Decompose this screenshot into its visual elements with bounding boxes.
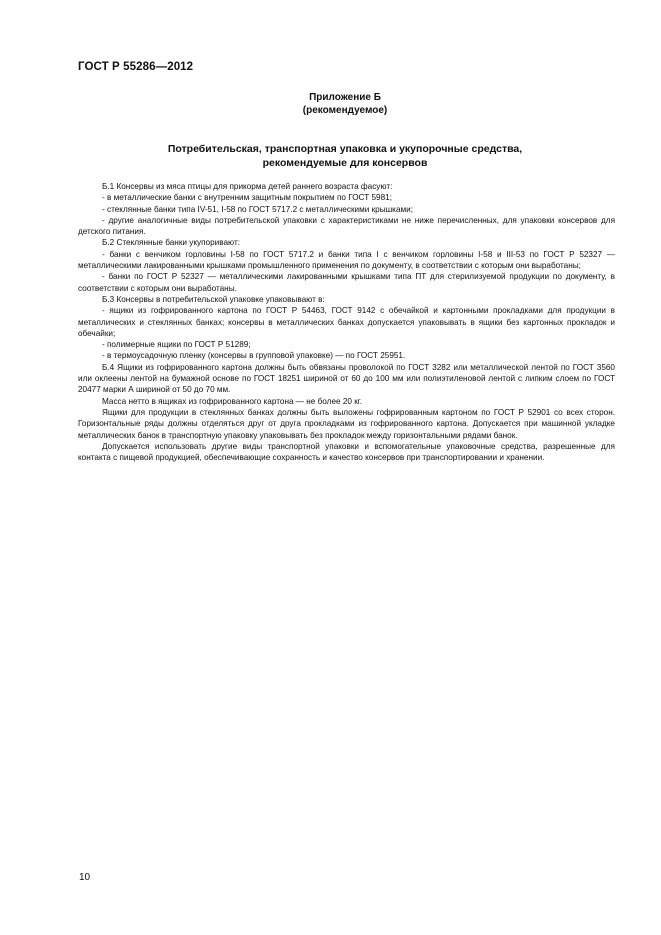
paragraph: Ящики для продукции в стеклянных банках должны быть выложены гофрированным картоном по ГОСТ Р 52901 со всех сторон. Горизонтальные ряды должны отделяться друг от друга прокладками из гофрированного картона. Допускается при машинной укладке металлических банок в транспортную упаковку упаковывать без прокладок между горизонтальными рядами банок. [78, 407, 615, 440]
appendix-label: Приложение Б [309, 92, 381, 103]
page-number: 10 [79, 872, 91, 883]
list-item: - ящики из гофрированного картона по ГОСТ Р 54463, ГОСТ 9142 с обечайкой и картонными прокладками для продукции в металлических и стеклянных банках; консервы в металлических банках допускается упаковывать в ящики без картонных прокладок и обечайки; [78, 306, 615, 338]
list-item: - стеклянные банки типа IV-51, I-58 по ГОСТ 5717.2 с металлическими крышками; [102, 204, 413, 214]
appendix-status: (рекомендуемое) [302, 105, 388, 116]
section-title-line-2: рекомендуемые для консервов [262, 156, 428, 169]
list-item: - полимерные ящики по ГОСТ Р 51289; [102, 340, 251, 350]
paragraph-b2: Б.2 Стеклянные банки укупоривают: [102, 238, 241, 248]
paragraph-b1: Б.1 Консервы из мяса птицы для прикорма детей раннего возраста фасуют: [102, 182, 393, 191]
appendix-heading [0, 91, 661, 117]
section-title-line-1: Потребительская, транспортная упаковка и укупорочные средства, [167, 143, 523, 155]
document-body [78, 181, 615, 463]
paragraph-b4: Б.4 Ящики из гофрированного картона должны быть обвязаны проволокой по ГОСТ 3282 или металлической лентой по ГОСТ 3560 или оклеены лентой на бумажной основе по ГОСТ 18251 шириной от 60 до 100 мм или полиэтиленовой лентой с липким слоем по ГОСТ 20477 марки А шириной от 50 до 70 мм. [78, 362, 615, 395]
list-item: - в термоусадочную пленку (консервы в групповой упаковке) — по ГОСТ 25951. [102, 351, 406, 361]
list-item: - в металлические банки с внутренним защитным покрытием по ГОСТ 5981; [102, 193, 392, 203]
section-title [0, 143, 661, 170]
paragraph-b3: Б.3 Консервы в потребительской упаковке упаковывают в: [102, 294, 325, 304]
list-item: - банки по ГОСТ Р 52327 — металлическими лакированными крышками типа ПТ для стерилизуемой продукции по документу, в соответствии с которым они выработаны. [78, 272, 615, 293]
document-header: ГОСТ Р 55286—2012 [78, 61, 194, 73]
paragraph: Допускается использовать другие виды транспортной упаковки и вспомогательные упаковочные средства, разрешенные для контакта с пищевой продукцией, обеспечивающие сохранность и качество консервов при транспортировании и хранении. [78, 441, 615, 463]
list-item: - другие аналогичные виды потребительской упаковки с характеристиками не ниже перечисленных, для упаковки консервов для детского питания. [78, 215, 615, 237]
list-item: - банки с венчиком горловины I-58 по ГОСТ 5717.2 и банки типа I с венчиком горловины I-58 и III-53 по ГОСТ Р 52327 — металлическими лакированными крышками промышленного применения по документу, в соответствии с которым они выработаны; [78, 249, 615, 271]
paragraph: Масса нетто в ящиках из гофрированного картона — не более 20 кг. [102, 396, 363, 406]
